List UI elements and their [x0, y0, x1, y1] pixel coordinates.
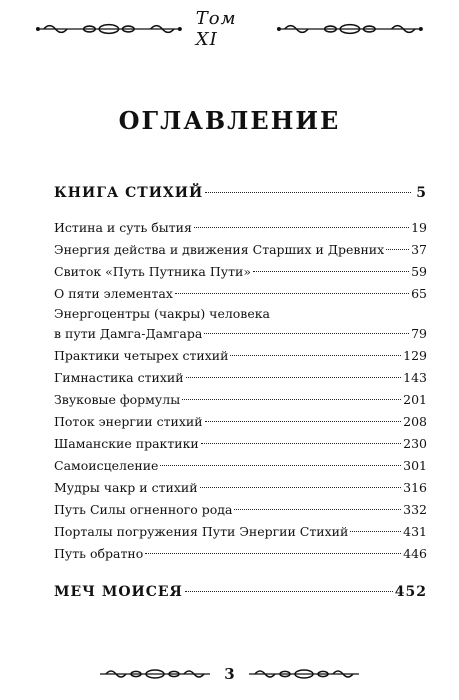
leader-dots — [185, 591, 393, 592]
toc-entry-title: Самоисцеление — [54, 458, 159, 473]
toc-entry-title: Путь Силы огненного рода — [54, 502, 233, 517]
page-number: 3 — [224, 665, 235, 683]
table-of-contents — [54, 182, 427, 603]
toc-entry-page: 37 — [411, 242, 427, 257]
leader-dots — [350, 531, 401, 532]
toc-entry-title: в пути Дамга-Дамгара — [54, 326, 203, 341]
toc-entry-title: Гимнастика стихий — [54, 370, 184, 385]
leader-dots — [175, 293, 409, 294]
toc-entry[interactable] — [54, 217, 427, 239]
toc-entry[interactable] — [54, 499, 427, 521]
leader-dots — [386, 249, 409, 250]
toc-entry[interactable] — [54, 477, 427, 499]
toc-entry-page: 208 — [403, 414, 427, 429]
page-footer — [56, 664, 403, 684]
toc-entry-page: 19 — [411, 220, 427, 235]
leader-dots — [205, 192, 411, 193]
toc-entry-title: Практики четырех стихий — [54, 348, 229, 363]
toc-entry-page: 129 — [403, 348, 427, 363]
toc-entry[interactable] — [54, 283, 427, 305]
toc-entry-title: О пяти элементах — [54, 286, 173, 301]
leader-dots — [200, 487, 402, 488]
leader-dots — [234, 509, 401, 510]
toc-entry-title: Истина и суть бытия — [54, 220, 192, 235]
toc-entry-title: КНИГА СТИХИЙ — [54, 185, 204, 201]
toc-entry-title-line1: Энергоцентры (чакры) человека — [54, 306, 271, 321]
toc-entry-page: 143 — [403, 370, 427, 385]
toc-entry-page: 79 — [411, 326, 427, 341]
toc-entry-page: 316 — [403, 480, 427, 495]
toc-entry[interactable] — [54, 411, 427, 433]
toc-entry[interactable] — [54, 239, 427, 261]
toc-entry-title: Мудры чакр и стихий — [54, 480, 198, 495]
toc-entry-title: Энергия действа и движения Старших и Древних — [54, 242, 385, 257]
leader-dots — [201, 443, 401, 444]
toc-entry-title: Поток энергии стихий — [54, 414, 203, 429]
toc-entry[interactable] — [54, 433, 427, 455]
volume-label: Том XI — [195, 8, 237, 50]
toc-entry[interactable] — [54, 521, 427, 543]
leader-dots — [230, 355, 401, 356]
toc-entry-page: 332 — [403, 502, 427, 517]
toc-entry[interactable] — [54, 455, 427, 477]
toc-entry[interactable] — [54, 261, 427, 283]
toc-entry-page: 452 — [394, 584, 427, 600]
leader-dots — [182, 399, 401, 400]
toc-entry-title: Свиток «Путь Путника Пути» — [54, 264, 251, 279]
toc-entry-two-line[interactable] — [54, 305, 427, 345]
left-footer-ornament-icon — [100, 668, 210, 680]
toc-entry[interactable] — [54, 389, 427, 411]
right-footer-ornament-icon — [249, 668, 359, 680]
toc-entry-page: 5 — [416, 185, 427, 201]
leader-dots — [145, 553, 401, 554]
toc-entry[interactable] — [54, 345, 427, 367]
toc-entry-page: 201 — [403, 392, 427, 407]
leader-dots — [160, 465, 401, 466]
toc-entry-kniga-stikhiy[interactable] — [54, 182, 427, 204]
toc-entry-page: 446 — [403, 546, 427, 561]
toc-entry-page: 59 — [411, 264, 427, 279]
toc-entry-page: 431 — [403, 524, 427, 539]
leader-dots — [205, 421, 402, 422]
leader-dots — [194, 227, 409, 228]
toc-entry-title: Шаманские практики — [54, 436, 199, 451]
left-ornament-icon — [36, 22, 182, 36]
toc-entry-title: МЕЧ МОИСЕЯ — [54, 584, 183, 600]
toc-entry-mech-moiseya[interactable] — [54, 581, 427, 603]
toc-entry-title: Звуковые формулы — [54, 392, 181, 407]
leader-dots — [253, 271, 409, 272]
leader-dots — [186, 377, 402, 378]
toc-entry-title: Порталы погружения Пути Энергии Стихий — [54, 524, 349, 539]
page-title: ОГЛАВЛЕНИЕ — [118, 106, 341, 135]
leader-dots — [204, 333, 409, 334]
toc-entry-title: Путь обратно — [54, 546, 144, 561]
toc-entry[interactable] — [54, 543, 427, 565]
toc-entry[interactable] — [54, 367, 427, 389]
right-ornament-icon — [277, 22, 423, 36]
toc-entry-page: 65 — [411, 286, 427, 301]
toc-entry-page: 301 — [403, 458, 427, 473]
running-header — [36, 8, 423, 50]
toc-entry-page: 230 — [403, 436, 427, 451]
